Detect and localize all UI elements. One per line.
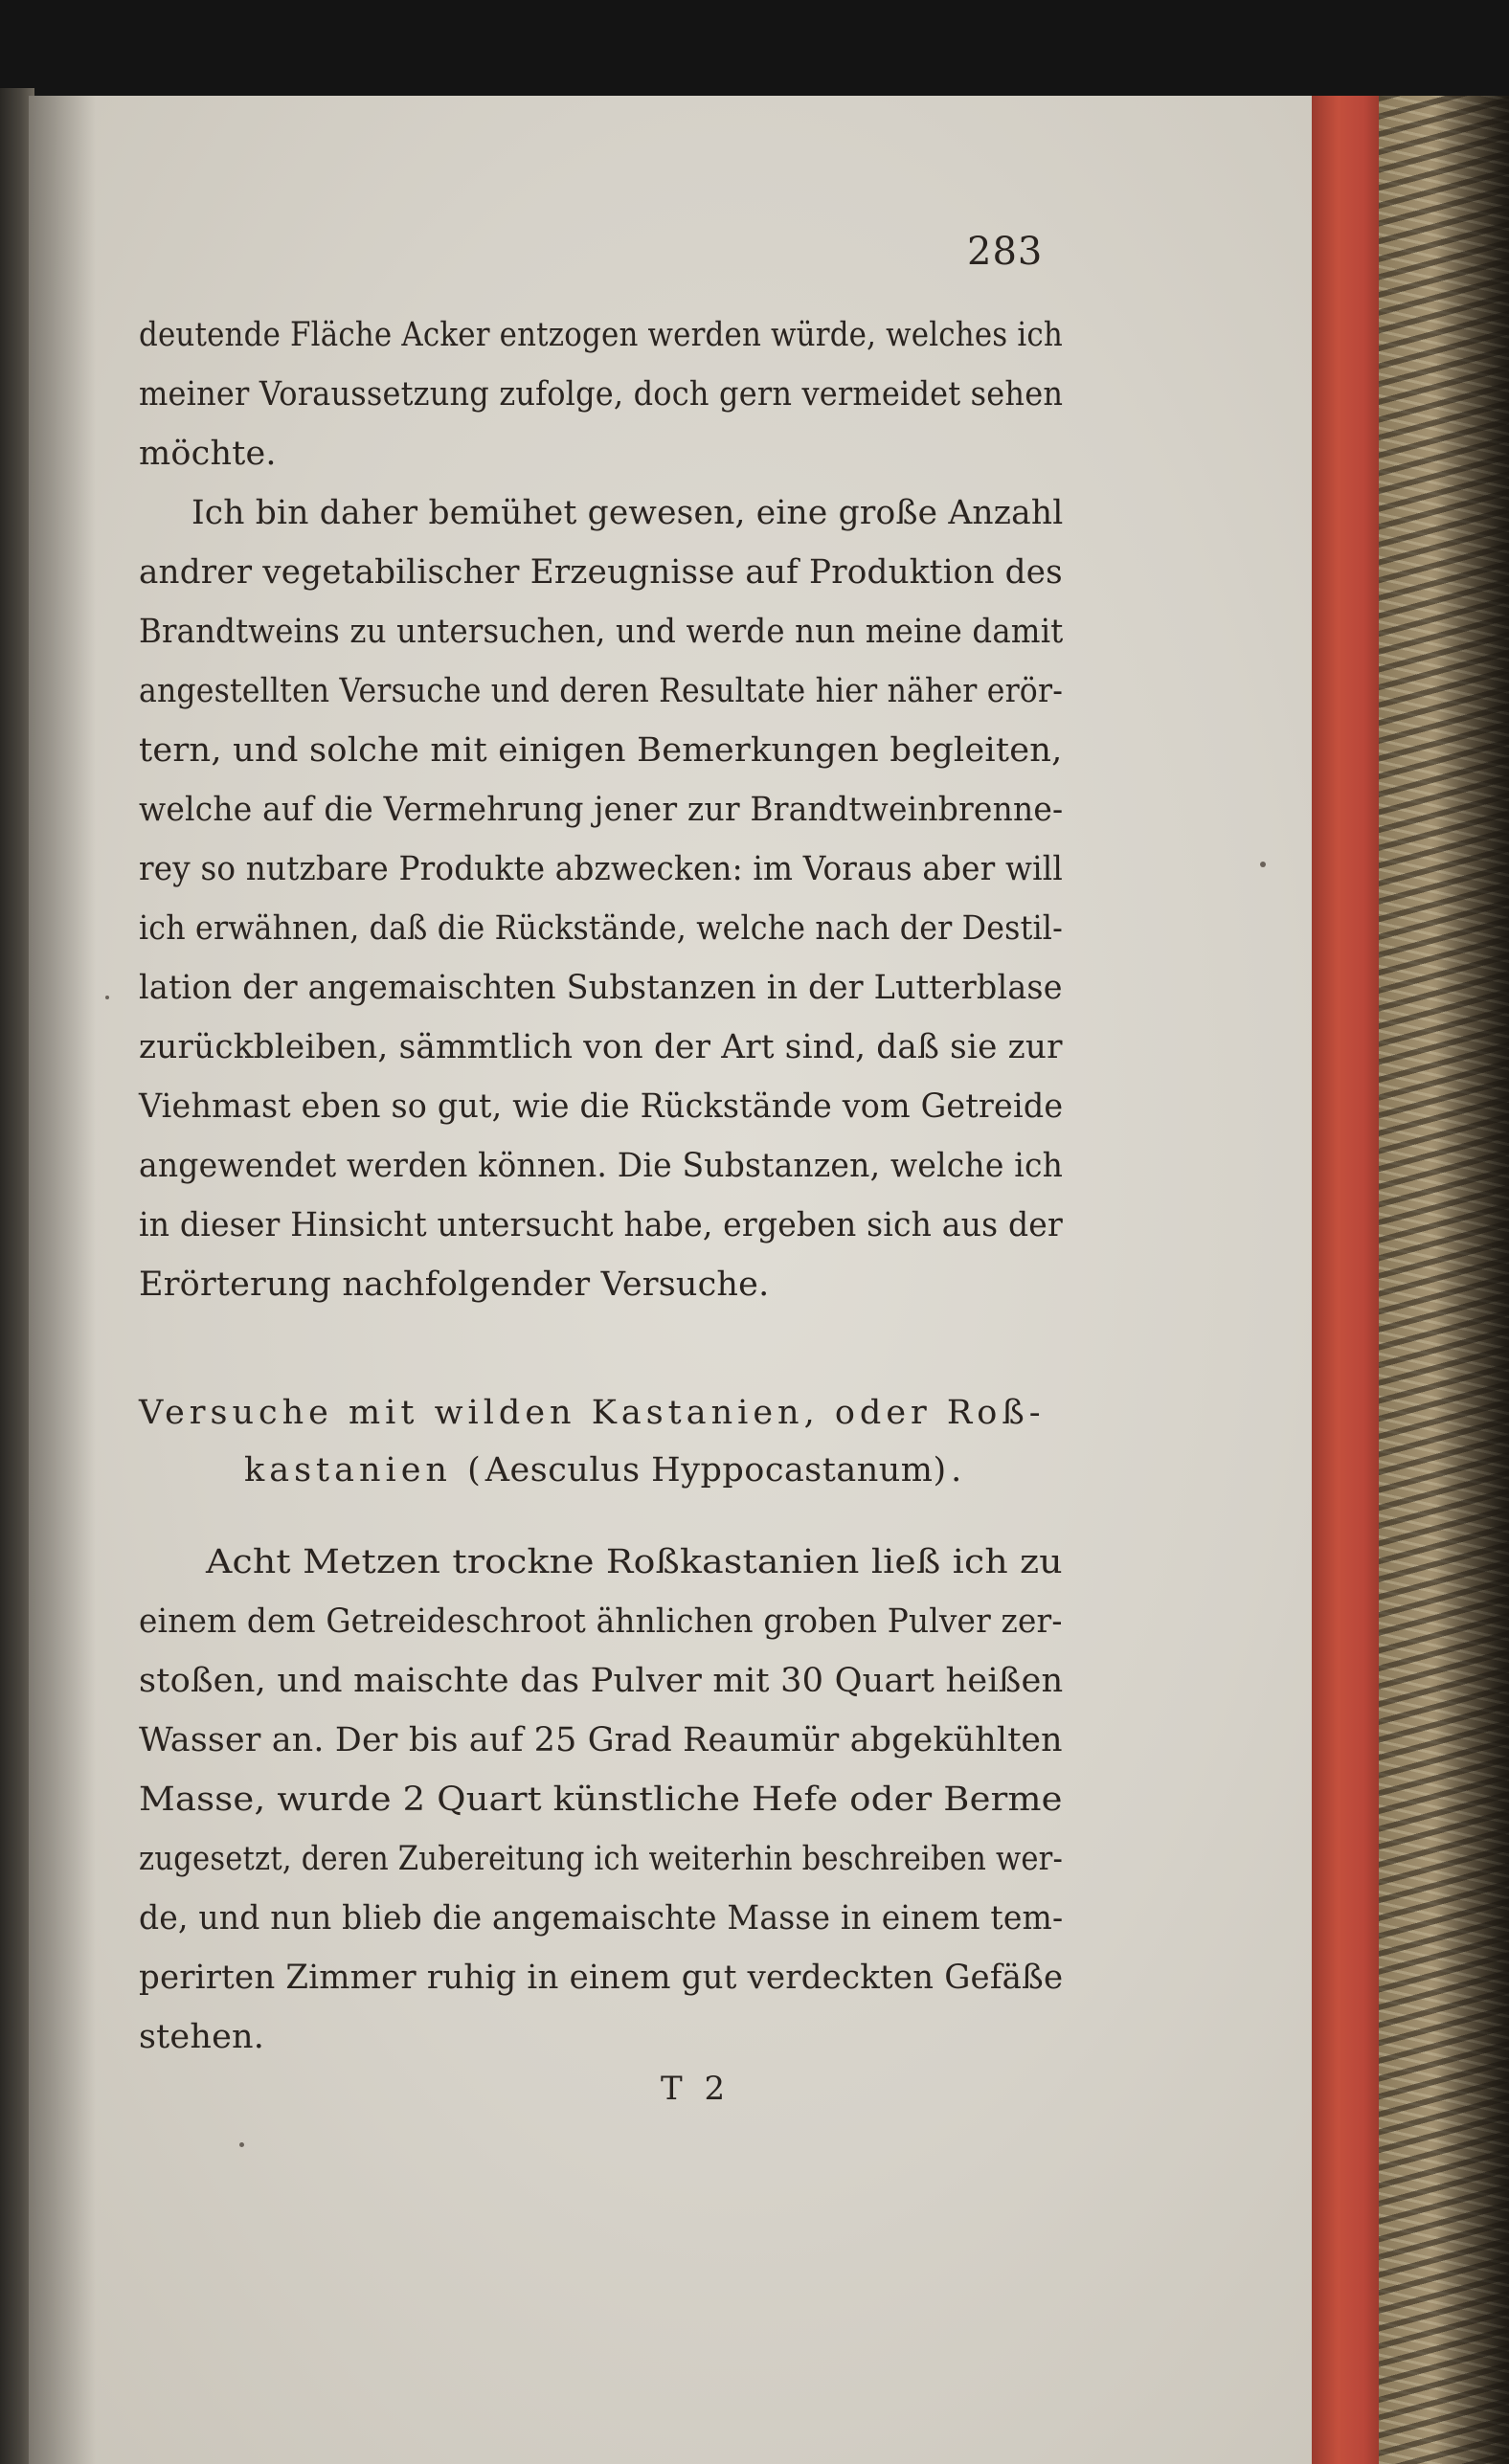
text-line: angestellten Versuche und deren Resultate hier näher erör- [139,672,1064,710]
gutter-shadow [29,96,96,2464]
text-line: Acht Metzen trockne Roßkastanien ließ ich zu [206,1543,1063,1581]
latin-name: Aesculus Hyppocastanum [484,1451,934,1490]
paper-speck [105,996,109,999]
text-line: deutende Fläche Acker entzogen werden würde, welches ich [139,316,1063,354]
text-line: rey so nutzbare Produkte abzwecken: im Voraus aber will [139,850,1063,888]
text-line: meiner Voraussetzung zufolge, doch gern vermeidet sehen [139,375,1064,414]
section-heading-line-2 [244,1451,966,1490]
text-line: ich erwähnen, daß die Rückstände, welche nach der Destil- [139,909,1063,948]
text-line: Ich bin daher bemühet gewesen, eine große Anzahl [191,494,1064,532]
text-line: angewendet werden können. Die Substanzen, welche ich [139,1147,1064,1185]
section-heading-line-1: Versuche mit wilden Kastanien, oder Roß- [139,1394,1046,1432]
text-line: möchte. [139,435,277,473]
text-line: Brandtweins zu untersuchen, und werde nun meine damit [139,613,1064,651]
text-line: zurückbleiben, sämmtlich von der Art sind, daß sie zur [139,1028,1063,1066]
text-line: Viehmast eben so gut, wie die Rückstände vom Getreide [139,1087,1064,1126]
text-line: zugesetzt, deren Zubereitung ich weiterhin beschreiben wer- [139,1840,1064,1878]
text-line: perirten Zimmer ruhig in einem gut verdeckten Gefäße [139,1959,1064,1997]
paper-speck [239,2142,244,2147]
text-line: stehen. [139,2018,265,2056]
text-line: Wasser an. Der bis auf 25 Grad Reaumür abgekühlten [139,1721,1063,1759]
text-line: de, und nun blieb die angemaischte Masse in einem tem- [139,1899,1064,1938]
printer-signature-mark: T 2 [661,2070,732,2108]
text-line: Erörterung nachfolgender Versuche. [139,1266,770,1304]
text-line: einem dem Getreideschroot ähnlichen groben Pulver zer- [139,1602,1063,1641]
heading-prefix: kastanien ( [244,1451,485,1490]
text-line: in dieser Hinsicht untersucht habe, ergeben sich aus der [139,1206,1063,1244]
page-number: 283 [967,230,1044,274]
text-line: tern, und solche mit einigen Bemerkungen begleiten, [139,731,1063,770]
cover-shadow [1436,96,1509,2464]
text-line: andrer vegetabilischer Erzeugnisse auf Produktion des [139,553,1063,592]
text-line: Masse, wurde 2 Quart künstliche Hefe oder Berme [139,1781,1063,1819]
text-line: welche auf die Vermehrung jener zur Brandtweinbrenne- [139,791,1064,829]
paper-speck [1260,862,1266,867]
text-line: stoßen, und maischte das Pulver mit 30 Quart heißen [139,1662,1064,1700]
red-page-edges [1312,96,1386,2464]
text-line: lation der angemaischten Substanzen in der Lutterblase [139,969,1063,1007]
heading-suffix: ). [933,1451,967,1490]
